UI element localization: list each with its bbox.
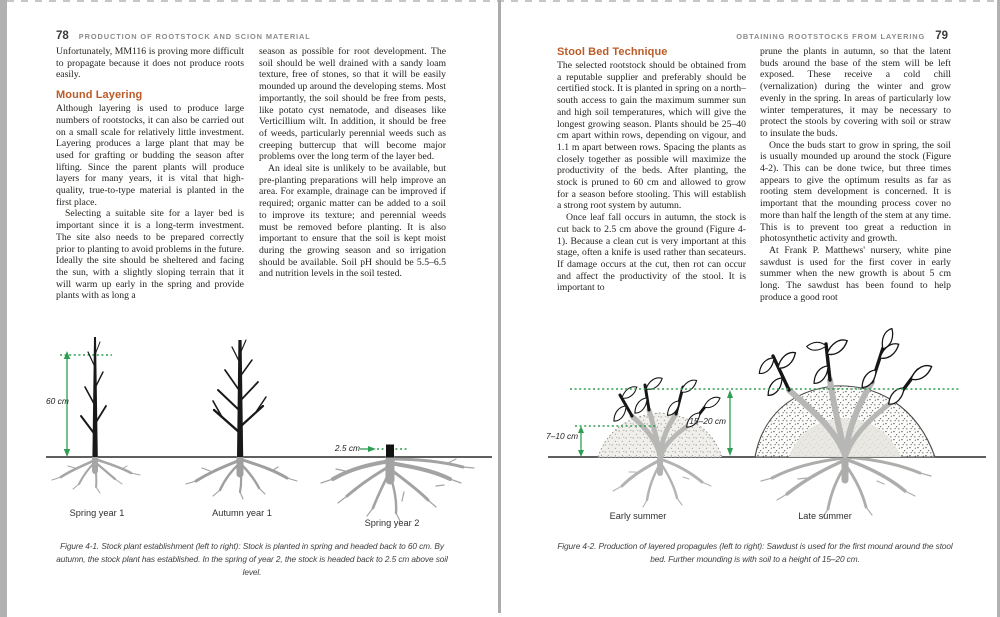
figure-4-2-illustration <box>540 310 990 528</box>
running-header-right <box>736 26 948 44</box>
tree-autumn-year-1 <box>186 340 297 499</box>
section-heading-stool-bed-technique: Stool Bed Technique <box>557 46 668 58</box>
paragraph: Once the buds start to grow in spring, the soil is usually mounded up around the stock (Figure 4-2). This can be done twice, but three times appears to give the optimum results as far as rooting stem development is concerned. It is important that the mounding process cover no more than half the length of the stem at any time. This is to prevent too great a reduction in photosynthetic activity and growth. <box>760 139 951 245</box>
page-number-right: 79 <box>935 30 948 42</box>
stool-early-summer <box>598 377 722 507</box>
running-title-right: OBTAINING ROOTSTOCKS FROM LAYERING <box>736 32 926 41</box>
stage-label-autumn-year-1: Autumn year 1 <box>212 508 272 518</box>
running-title-left: PRODUCTION OF ROOTSTOCK AND SCION MATERIAL <box>78 32 311 41</box>
figure-4-1-illustration <box>40 330 495 530</box>
stage-label-spring-year-2: Spring year 2 <box>364 518 420 528</box>
stub-spring-year-2 <box>321 445 474 522</box>
section-heading-mound-layering: Mound Layering <box>56 89 143 102</box>
stage-label-early-summer: Early summer <box>609 511 667 521</box>
paragraph: Unfortunately, MM116 is proving more difficult to propagate because it does not produce roots easily. <box>56 46 244 81</box>
figure-4-1-caption: Figure 4-1. Stock plant establishment (left to right): Stock is planted in spring and headed back to 60 cm. By autumn, the stock plant has established. In the spring of year 2, the stock is headed back to 2.5 cm above soil level. <box>56 541 448 577</box>
figure-4-2-caption: Figure 4-2. Production of layered propagules (left to right): Sawdust is used for the first mound around the stool bed. Further mounding is with soil to a height of 15–20 cm. <box>557 541 953 564</box>
running-header-left <box>56 26 311 44</box>
measure-label-60cm: 60 cm <box>46 396 69 406</box>
stage-label-spring-year-1: Spring year 1 <box>69 508 125 518</box>
stool-late-summer <box>755 327 935 517</box>
page-gutter <box>498 0 501 613</box>
left-page-column-2 <box>259 46 446 280</box>
right-page-column-1 <box>557 46 746 294</box>
paragraph: At Frank P. Matthews' nursery, white pine sawdust is used for the first cover in early summer when the new growth is about 5 cm long. The sawdust has been found to help produce a good root <box>760 244 951 303</box>
stage-label-late-summer: Late summer <box>798 511 852 521</box>
paragraph: The selected rootstock should be obtained from a reputable supplier and preferably should be certified stock. It is planted in spring on a north–south access to gain the maximum summer sun and high soil temperatures, which will give the longest growing season. Plants should be 25–40 cm apart within rows, depending on vigour, and 1.1 m apart between rows. Spacing the plants as closely together as possible will maximize the productivity of the beds. After planting, the stock is pruned to 60 cm and allowed to grow for a season before stooling. This will establish a strong root system by autumn. <box>557 60 746 212</box>
paragraph: Selecting a suitable site for a layer bed is important since it is a long-term investment. The site also needs to be prepared correctly prior to planting to avoid problems in the future. Ideally the site should be sheltered and facing the sun, with a slightly sloping terrain that it will warm up early in the spring and provide plants with as long a <box>56 208 244 302</box>
tree-spring-year-1 <box>52 337 140 493</box>
measure-label-7-10cm: 7–10 cm <box>546 431 579 441</box>
page-number-left: 78 <box>56 30 69 42</box>
page-edge-left <box>0 0 7 617</box>
paragraph: prune the plants in autumn, so that the latent buds around the base of the stem will be left exposed. These receive a cold chill (vernalization) during the winter and grow evenly in the spring. In areas of particularly low winter temperatures, it may be necessary to protect the stools by covering with soil or straw to insulate the buds. <box>760 46 951 139</box>
right-page-column-2 <box>760 46 951 303</box>
paragraph: Although layering is used to produce large numbers of rootstocks, it can also be carried out on a small scale for relatively little investment. Layering produces a large plant that may be used for grafting or budding the season after lifting. Since the parent plants will produce layers for many years, it is vital that high-quality, true-to-type material is planted in the first place. <box>56 103 244 208</box>
paragraph: season as possible for root development. The soil should be well drained with a sandy loam texture, free of stones, so that it will be easily mounded up around the developing stems. Most importantly, the soil should be free from pests, like potato cyst nematode, and diseases like Verticillium wilt. In addition, it should be free of weeds, particularly perennial weeds such as creeping buttercup that will become major problems over the long term of the layer bed. <box>259 46 446 163</box>
paragraph: An ideal site is unlikely to be available, but pre-planting preparations will help improve an area. For example, drainage can be improved if required; organic matter can be added to a soil to improve its texture; and perennial weeds must be removed before planting. It is also important to ensure that the soil is kept moist during the growing season and so irrigation should be available. Soil pH should be 5.5–6.5 and nutrition levels in the soil tested. <box>259 163 446 280</box>
left-page-column-1 <box>56 46 244 302</box>
measure-2-5cm-arrow <box>360 446 408 452</box>
paragraph: Once leaf fall occurs in autumn, the stock is cut back to 2.5 cm above the ground (Figure 4-1). Because a clean cut is very important at this stage, often a knife is used rather than secateurs. If damage occurs at the cut, then rot can occur and affect the productivity of the stool. It is important to <box>557 212 746 294</box>
page-edge-top <box>7 0 997 2</box>
measure-label-15-20cm: 15–20 cm <box>689 416 726 426</box>
measure-label-2-5cm: 2.5 cm <box>334 443 360 453</box>
